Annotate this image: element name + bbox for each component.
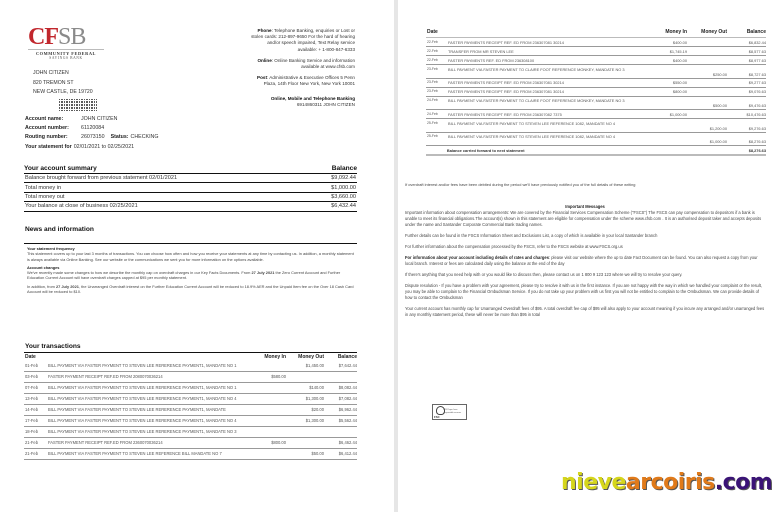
- fsc-logo: [432, 404, 467, 420]
- online-label: Online: [257, 57, 272, 63]
- logo-sb: SB: [58, 24, 86, 50]
- table-row: [426, 38, 766, 47]
- header-balance: Balance: [337, 354, 357, 360]
- fscs-website-paragraph: For further information about the compensation processed by the FSCS, refer to the FSCS website at www.FSCS.org.us: [405, 244, 623, 249]
- table-row: [24, 383, 357, 394]
- summary-row: [24, 174, 357, 183]
- header-date: Date: [25, 354, 36, 360]
- cell-desc: BILL PAYMENT VIA FASTER PAYMENT TO STEVEN LEE RERERENCE PAYMENT1, MANDATE NO 4: [48, 396, 237, 401]
- account-name-label: Account name:: [25, 116, 64, 122]
- logo-cf: CF: [28, 24, 58, 50]
- rates-text: : please visit our website where the up to date Fact Document can be found. You can also request a copy from your local branch. Interest or fees are calculated daily using the balance at the end of the day: [405, 255, 758, 266]
- cell-out: [687, 80, 727, 86]
- cell-date: 22-Feb: [427, 57, 438, 62]
- cell-in: $580.00: [271, 374, 286, 379]
- cell-in: [250, 407, 286, 414]
- cell-desc: BILL PAYMENT VIA FASTER PAYMENT TO STEVEN LEE RERERENCE PAYMENT1, MANDATE NO 4: [48, 418, 237, 423]
- bank-logo: [28, 26, 104, 60]
- contact-info: [250, 28, 355, 113]
- header-money-in: Money In: [665, 29, 687, 35]
- carried-forward-label: Balance carried forward to next statement: [446, 147, 525, 153]
- cell-desc: BILL PAYMENT VIA FASTER PAYMENT TO CLAIRE FOOT REFERENCE MONKEY, MANDATE NO 3: [448, 98, 625, 103]
- cell-balance: $9,076.63: [748, 89, 766, 94]
- header-balance: Balance: [746, 29, 766, 35]
- barcode-icon: [59, 99, 97, 111]
- cell-in: $800.00: [271, 440, 286, 445]
- cell-out: [687, 112, 727, 118]
- cell-out: [687, 58, 727, 64]
- cell-in: [250, 363, 286, 370]
- cell-date: 01-Feb: [25, 363, 38, 368]
- cell-out: $1,000.00: [709, 139, 727, 144]
- summary-label: Total money out: [25, 193, 65, 200]
- customer-city: NEW CASTLE, DE 19720: [33, 89, 93, 95]
- table-row: [24, 372, 357, 383]
- cell-desc: BILL PAYMENT VIA FASTER PAYMENT TO STEVEN LEE REFERENCE 1082, MANDATE NO 4: [448, 134, 615, 139]
- cell-date: 13-Feb: [25, 396, 38, 401]
- cell-desc: FASTER PAYMENTS REF. ED FROM 236308100: [448, 57, 535, 63]
- cell-out: $1,200.00: [709, 125, 727, 131]
- table-row: [24, 427, 357, 438]
- text-part: , the Unarranged Overdraft interest on the Further Education Current Account will be reduced to 18.9% AER and the Unpaid Item fee on the Over 18 Cash Card Account will be reduced to $10.: [27, 283, 354, 295]
- cell-balance: $6,412.44: [338, 451, 357, 456]
- cell-balance: $8,577.63: [748, 48, 766, 54]
- cell-date: 25-Feb: [427, 120, 438, 125]
- cell-out: [687, 49, 727, 55]
- cell-date: 24-Feb: [427, 111, 438, 116]
- cell-in: [641, 134, 687, 144]
- cell-balance: $5,562.44: [338, 418, 357, 423]
- cell-balance: $8,276.63: [748, 139, 766, 144]
- account-changes-heading: Account changes: [27, 264, 60, 270]
- cell-desc: FASTER PAYMENTS RECEIPT REF. ED FROM 236307081 30214: [448, 80, 564, 85]
- cell-date: 21-Feb: [25, 440, 38, 445]
- account-changes-text: [27, 270, 354, 281]
- carried-forward-row: [426, 146, 766, 156]
- text-part: the Zero Current Account and Further Education Current Account will have overdraft charges capped at $95 per monthly statement.: [27, 270, 341, 281]
- cell-in: [250, 396, 286, 403]
- cell-balance: $9,476.63: [748, 103, 766, 108]
- cell-out: [687, 89, 727, 95]
- cell-in: [250, 451, 286, 458]
- cell-out: [687, 40, 727, 46]
- table-row: [426, 119, 766, 133]
- fscs-details-paragraph: Further details can be found in the FSCS Information Sheet and Exclusions List, a copy of which is available in your local Santander branch: [405, 233, 658, 238]
- cell-date: 22-Feb: [427, 39, 438, 44]
- cell-balance: [324, 429, 357, 436]
- news-section: [24, 243, 357, 299]
- cell-desc: BILL PAYMENT VIA FASTER PAYMENT TO STEVEN LEE RERERENCE PAYMENT1, MANDATE NO 1: [48, 385, 237, 390]
- cell-desc: FASTER PAYMENTS RECEIPT REF. ED FROM 236307081 30214: [448, 89, 564, 94]
- summary-title: Your account summary: [24, 165, 97, 172]
- cell-out: $50.00: [311, 451, 324, 456]
- cell-date: 23-Feb: [427, 80, 438, 84]
- help-paragraph: If there's anything that you need help with or you would like to discuss then, please contact us on 1 800 9 123 123 where we will try to resolve your query.: [405, 272, 683, 277]
- cell-out: [286, 429, 324, 436]
- cell-desc: FASTER PAYMENTS RECEIPT REF. ED FROM 236307082 7375: [448, 111, 562, 117]
- cell-in: $1,000.00: [669, 111, 687, 117]
- contact-banking: [250, 96, 355, 108]
- cell-date: 25-Feb: [427, 134, 438, 138]
- transactions-table-continued: [426, 29, 766, 156]
- phone-text: : Telephone Banking, enquiries or Lost or stolen cards: 212-897-9650 For the hard of hearing and/or speech impaired, Text Relay service available: + 1-800-847-6333: [251, 28, 355, 52]
- text-bold: 27 July 2021: [251, 270, 275, 276]
- account-name: JOHN CITIZEN: [81, 116, 118, 122]
- cell-in: [641, 98, 687, 108]
- cell-balance: $9,276.63: [748, 125, 766, 131]
- cell-date: 14-Feb: [25, 407, 38, 412]
- cell-in: [641, 67, 687, 77]
- transactions-title: Your transactions: [25, 343, 81, 350]
- post-label: Post: [257, 75, 267, 81]
- summary-value: $9,092.44: [331, 175, 356, 182]
- contact-phone: [250, 28, 355, 53]
- account-number-label: Account number:: [25, 125, 69, 132]
- overdraft-note: If overdraft interest and/or fees have been debited during the period we'll have previously notified you of the full details of these writing: [405, 182, 636, 187]
- cell-in: $400.00: [672, 57, 687, 63]
- cell-out: $20.00: [311, 407, 324, 412]
- table-row: [24, 361, 357, 372]
- cell-date: 23-Feb: [427, 89, 438, 93]
- cell-balance: $6,832.44: [748, 39, 766, 45]
- cell-in: $800.00: [672, 89, 687, 94]
- cell-desc: FASTER PAYMENTS RECEIPT REF. ED FROM 236307081 30214: [448, 39, 564, 45]
- header-desc: [48, 354, 250, 361]
- header-money-in: Money In: [264, 354, 286, 360]
- cell-date: 17-Feb: [25, 418, 38, 423]
- header-desc: [448, 29, 641, 37]
- cell-date: 23-Feb: [427, 66, 438, 71]
- overdraft-cap-paragraph: Your current account has monthly cap for Unarranged Overdraft fees of $95. A total overdraft fee cap of $95 will also apply to your account meaning if you incure any arranged and/or unarranged fees in any monthly statement period, these will never be more than $95 in total: [405, 306, 765, 317]
- cell-balance: $6,962.44: [338, 407, 357, 412]
- cell-balance: $9,277.63: [748, 80, 766, 85]
- table-row: [426, 88, 766, 97]
- cell-date: 22-Feb: [427, 48, 438, 53]
- customer-name: JOHN CITIZEN: [33, 70, 69, 76]
- important-messages-title: Important Messages: [565, 204, 605, 209]
- cell-desc: BILL PAYMENT VIA FASTER PAYMENT TO STEVEN LEE RERERENCE PAYMENT1, MANDATE NO 3: [48, 429, 237, 434]
- fsc-tree-icon: [434, 406, 441, 419]
- contact-online: [250, 58, 355, 70]
- cell-in: [250, 385, 286, 392]
- logo-mark: [28, 26, 104, 48]
- summary-balance-header: Balance: [331, 165, 357, 172]
- table-row: [426, 110, 766, 119]
- addition-text: [27, 284, 354, 295]
- cell-balance: $6,462.44: [338, 440, 357, 445]
- logo-line1: COMMUNITY FEDERAL: [28, 49, 104, 56]
- cell-date: [426, 148, 447, 153]
- routing-number: 26073150: [81, 134, 105, 141]
- header-money-out: Money Out: [701, 29, 727, 35]
- table-row: [426, 133, 766, 147]
- summary-label: Balance brought forward from previous statement 02/01/2021: [25, 175, 178, 182]
- cell-desc: BILL PAYMENT VIA FASTER PAYMENT TO STEVEN LEE REFERENCE BILL MANDATE NO 7: [48, 451, 222, 456]
- watermark-part2: arcoiris: [625, 470, 715, 495]
- table-row: [24, 416, 357, 427]
- table-row: [426, 56, 766, 65]
- cell-desc: TRANSFER FROM MR STEVEN LEE: [448, 48, 514, 54]
- cell-in: [250, 429, 286, 436]
- cell-balance: $7,642.44: [338, 363, 357, 368]
- cell-out: [286, 374, 324, 381]
- summary-row: [24, 202, 357, 211]
- table-row: [24, 394, 357, 405]
- online-text: : Online Banking Service and information available at www.cfsb.com: [271, 57, 355, 70]
- cell-desc: BILL PAYMENT VIA FASTER PAYMENT TO STEVEN LEE REFERENCE 1082, MANDATE NO 4: [448, 120, 615, 126]
- banking-label: Online, Mobile and Telephone Banking: [270, 95, 355, 101]
- cell-out: $140.00: [309, 385, 324, 390]
- cell-balance: $8,082.44: [338, 385, 357, 390]
- cell-balance: $8,977.63: [748, 57, 766, 63]
- cell-out: $1,300.00: [305, 396, 324, 401]
- summary-row: [24, 183, 357, 192]
- news-title: News and information: [25, 226, 94, 233]
- cell-in: [250, 418, 286, 425]
- cell-in: [641, 121, 687, 131]
- dispute-paragraph: Dispute resolution - If you have a problem with your agreement, please try to resolve it with us in the first instance. If you are not happy with the way in which we handled your complaint or the result, you may be able to complain to the Financial Ombudsman Service. If you do not take up your problem with us first you will not be entitled to complain to the Ombudsman. We can provide details of how to contact the Ombudsman: [405, 283, 763, 300]
- statement-period: 02/01/2021 to 02/25/2021: [73, 143, 135, 150]
- rates-bold: For information about your account including details of rates and charges: [405, 255, 549, 260]
- phone-label: Phone: [257, 28, 272, 33]
- statement-period-label: Your statement for: [25, 143, 72, 150]
- banking-text: 6914860311 JOHN CITIZEN: [296, 101, 355, 107]
- fsc-text: MIX Paper from responsible sources: [443, 409, 462, 414]
- cell-out: [286, 440, 324, 447]
- table-row: [426, 97, 766, 111]
- cell-desc: BILL PAYMENT VIA FASTER PAYMENT TO CLAIRE FOOT REFERENCE MONKEY, MANDATE NO 3: [448, 66, 625, 72]
- logo-line2: SAVINGS BANK: [49, 56, 83, 60]
- account-details: [25, 115, 159, 152]
- account-number: 61120084: [81, 125, 105, 132]
- post-text: : Administrative & Executive Offices 5 Penn Plaza, 14th Floor New York, New York 10001: [263, 75, 355, 87]
- watermark-part1: nieve: [561, 470, 626, 495]
- header-date: Date: [427, 29, 438, 35]
- carried-forward-value: $8,276.63: [748, 147, 767, 153]
- cell-in: $1,745.19: [669, 48, 687, 54]
- header-money-out: Money Out: [298, 354, 324, 360]
- table-row: [426, 47, 766, 56]
- table-row: [426, 79, 766, 88]
- table-row: [24, 405, 357, 416]
- cell-out: $1,450.00: [305, 363, 324, 368]
- summary-row: [24, 193, 357, 202]
- cell-date: 18-Feb: [25, 429, 38, 434]
- status-label: Status:: [110, 134, 129, 141]
- summary-value: $3,660.00: [331, 193, 356, 200]
- cell-balance: [324, 374, 357, 381]
- summary-label: Your balance at close of business 02/25/2021: [25, 203, 138, 210]
- cell-out: $1,300.00: [305, 418, 324, 423]
- cell-desc: BILL PAYMENT VIA FASTER PAYMENT TO STEVEN LEE RERERENCE PAYMENT1, MANDATE: [48, 407, 226, 412]
- rates-paragraph: [405, 255, 765, 267]
- customer-address: [33, 69, 93, 98]
- table-header: [426, 29, 766, 38]
- text-part: In addition, from: [27, 283, 56, 289]
- contact-post: [250, 75, 355, 87]
- statement-frequency-text: This statement covers up to your last 3 months of transactions. You can choose how often and how you receive your statements at any time by contacting us. In addition, a monthly statement is always available via Online Banking. See our website or the communications we sent you for more information on the options available.: [27, 251, 354, 262]
- table-row: [24, 438, 357, 449]
- watermark-part3: .com: [714, 470, 773, 495]
- account-status: CHECKING: [130, 134, 159, 141]
- compensation-paragraph: Important information about compensation arrangements: We are covered by the Financial Services Compensation Scheme ("FSCS") The FSCS can pay compensation to depositors if a bank is unable to meet its financial obligations.The account(s) shown in this statement are eligible for compensation under the scheme www.cfsb.com . It is an authorised deposit taker and accepts deposits under the name and Santander Corporate Commercial Bank trading names.: [405, 210, 762, 227]
- transactions-table: [24, 352, 357, 460]
- cell-date: 21-Feb: [25, 451, 38, 456]
- cell-balance: $7,082.44: [338, 396, 357, 401]
- cell-balance: $8,727.63: [748, 71, 766, 77]
- cell-balance: $10,476.63: [746, 111, 766, 117]
- cell-in: $550.00: [672, 80, 687, 85]
- text-part: We've recently made some changes to how we describe the monthly cap on overdraft charges in our Key Facts Documents. From: [27, 270, 252, 276]
- table-header: [24, 352, 357, 361]
- summary-value: $6,432.44: [331, 203, 356, 210]
- cell-in: $400.00: [672, 39, 687, 45]
- summary-label: Total money in: [25, 184, 62, 191]
- customer-street: 820 TREMON ST: [33, 79, 74, 86]
- important-messages: [405, 204, 765, 323]
- cell-desc: FASTER PAYMENT RECEIPT REF.ED FROM 2360070036214: [48, 440, 163, 445]
- text-bold: 27 July 2021: [55, 283, 79, 289]
- table-row: [426, 65, 766, 79]
- cell-date: 03-Feb: [25, 374, 38, 379]
- statement-frequency-heading: Your statement frequency: [27, 246, 75, 251]
- cell-out: $500.00: [712, 103, 727, 108]
- cell-desc: FASTER PAYMENT RECEIPT REF.ED FROM 2080070036214: [48, 374, 163, 379]
- cell-desc: BILL PAYMENT VIA FASTER PAYMENT TO STEVEN LEE RERERENCE PAYMENT1, MANDATE NO 1: [48, 363, 237, 368]
- cell-date: 07-Feb: [25, 385, 38, 390]
- watermark: [561, 470, 772, 495]
- summary-value: $1,000.00: [331, 184, 356, 191]
- routing-number-label: Routing number:: [25, 134, 68, 141]
- account-summary: [24, 165, 357, 212]
- cell-date: 24-Feb: [427, 98, 438, 102]
- cell-out: $250.00: [712, 71, 727, 77]
- table-row: [24, 449, 357, 460]
